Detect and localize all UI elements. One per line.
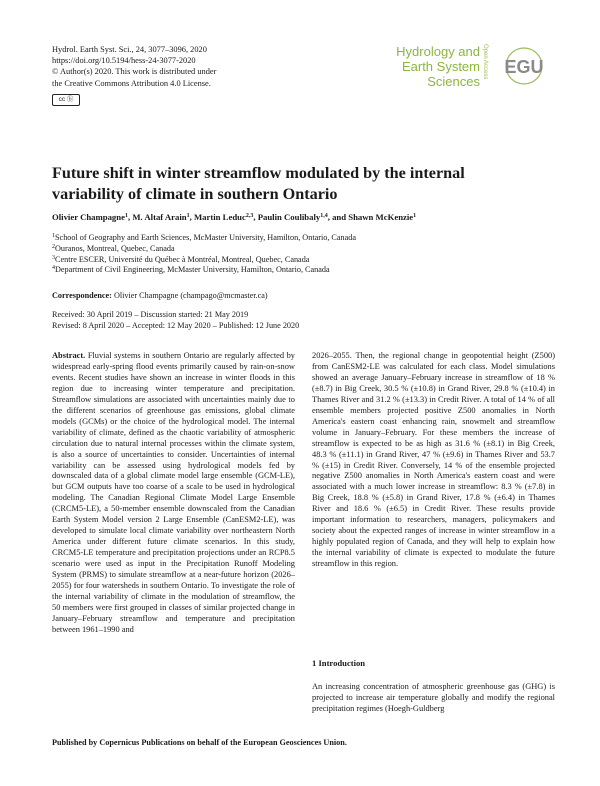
- journal-meta: [52, 44, 216, 89]
- introduction-text: An increasing concentration of atmospheric greenhouse gas (GHG) is projected to increase air temperature globally and modify the regional precipitation regimes (Hoegh-Guldberg: [312, 682, 555, 713]
- license: the Creative Commons Attribution 4.0 License.: [52, 78, 211, 88]
- abstract-right-column: 2026–2055. Then, the regional change in geopotential height (Z500) from CanESM2-LE was calculated for each class. Model simulations showed an average January–February increase in streamflow of 18 % (±8.7) in Big Creek, 30.5 % (±10.8) in Grand River, 29.8 % (±10.4) in Thames River and 31.2 % (±13.3) in Credit River. A total of 14 % of all ensemble members projected positive Z500 anomalies in North America's eastern coast enhancing rain, snowmelt and streamflow volume in January–February. For these members the increase of streamflow is expected to be as high as 31.6 % (±8.1) in Big Creek, 48.3 % (±11.1) in Grand River, 47 % (±9.6) in Thames River and 53.7 % (±15) in Credit River. Conversely, 14 % of the ensemble projected negative Z500 anomalies in North America's eastern coast and were associated with a much lower increase in streamflow: 8.3 % (±7.8) in Big Creek, 18.8 % (±5.8) in Grand River, 17.8 % (±6.4) in Thames River and 18.6 % (±6.5) in Credit River. These results provide important information to researchers, managers, policymakers and society about the expected ranges of increase in winter streamflow in a highly populated region of Canada, and they will help to explain how the internal variability of climate is expected to modulate the future streamflow in this region.: [312, 351, 555, 569]
- author-affiliation-marker: 1,4: [320, 213, 328, 219]
- egu-logo-text: EGU: [504, 57, 544, 77]
- journal-brand: [396, 44, 480, 89]
- affiliation-text: Department of Civil Engineering, McMaster University, Hamilton, Ontario, Canada: [55, 265, 330, 275]
- brand-line-3: Sciences: [427, 74, 480, 89]
- publisher-footer: Published by Copernicus Publications on behalf of the European Geosciences Union.: [52, 738, 347, 747]
- author-affiliation-marker: 1: [413, 213, 417, 219]
- correspondence-label: Correspondence:: [52, 291, 112, 300]
- author-name: M. Altaf Arain: [132, 212, 187, 222]
- dates-received: Received: 30 April 2019 – Discussion started: 21 May 2019: [52, 310, 249, 319]
- author-name: Paulin Coulibaly: [257, 212, 321, 222]
- dates-published: Revised: 8 April 2020 – Accepted: 12 May 2020 – Published: 12 June 2020: [52, 321, 300, 330]
- abstract-label: Abstract.: [52, 351, 86, 360]
- author-affiliation-marker: 2,3: [245, 213, 254, 219]
- affiliations: [52, 233, 572, 276]
- correspondence: [52, 290, 572, 301]
- affiliation-number: 1: [52, 233, 55, 239]
- brand-line-1: Hydrology and: [396, 44, 480, 59]
- affiliation-text: Ouranos, Montreal, Quebec, Canada: [55, 243, 175, 253]
- affiliation: [52, 265, 572, 276]
- abstract-left-column: [52, 351, 295, 636]
- affiliation-number: 3: [52, 254, 55, 261]
- egu-logo: [488, 46, 560, 88]
- affiliation-text: Centre ESCER, Université du Québec à Montréal, Montreal, Quebec, Canada: [55, 254, 310, 264]
- affiliation-number: 4: [52, 265, 55, 272]
- copyright: © Author(s) 2020. This work is distributed under: [52, 67, 217, 77]
- section-heading: 1 Introduction: [312, 658, 366, 668]
- correspondence-contact[interactable]: Olivier Champagne (champago@mcmaster.ca): [113, 291, 268, 300]
- affiliation-number: 2: [52, 243, 55, 250]
- brand-line-2: Earth System: [401, 59, 480, 74]
- abstract-text-left: Fluvial systems in southern Ontario are regularly affected by widespread early-spring flood events primarily caused by rain-on-snow events. Recent studies have shown an increase in winter floods in this region due to increasing winter temperature and precipitation. Streamflow simulations are associated with uncertainties mainly due to the different scenarios of greenhouse gas emissions, global climate models (GCMs) or the choice of the hydrological model. The internal variability of climate, defined as the chaotic variability of atmospheric circulation due to natural internal processes within the climate system, is also a source of uncertainties to consider. Uncertainties of internal variability can be assessed using hydrological models fed by downscaled data of a global climate model large ensemble (GCM-LE), but GCM outputs have too coarse of a scale to be used in hydrological modeling. The Canadian Regional Climate Model Large Ensemble (CRCM5-LE), a 50-member ensemble downscaled from the Canadian Earth System Model version 2 Large Ensemble (CanESM2-LE), was developed to simulate local climate variability over northeastern North America under different future climate scenarios. In this study, CRCM5-LE temperature and precipitation projections under an RCP8.5 scenario were used as input in the Precipitation Runoff Modeling System (PRMS) to simulate streamflow at a near-future horizon (2026–2055) for four watersheds in southern Ontario. To investigate the role of the internal variability of climate in the modulation of streamflow, the 50 members were first grouped in classes of similar projected change in January–February streamflow and temperature and precipitation between 1961–1990 and: [52, 351, 295, 634]
- paper-title: Future shift in winter streamflow modulated by the internal variability of climate in southern Ontario: [52, 164, 465, 203]
- cc-by-badge[interactable]: cc ⓑ: [52, 94, 80, 106]
- author-list: Olivier Champagne$^1$, M. Altaf Arain$^1$, Martin Leduc$^{2,3}$, Paulin Coulibaly$^{1,4}$, and Shawn McKenzie$^1$: [52, 212, 417, 222]
- affiliation: [52, 233, 572, 244]
- author-name: and Shawn McKenzie: [332, 212, 414, 222]
- author-affiliation-marker: 1: [124, 213, 128, 219]
- doi-link[interactable]: https://doi.org/10.5194/hess-24-3077-2020: [52, 56, 196, 66]
- affiliation-text: School of Geography and Earth Sciences, McMaster University, Hamilton, Ontario, Canada: [55, 233, 356, 242]
- affiliation: [52, 255, 572, 266]
- author-name: Martin Leduc: [193, 212, 246, 222]
- affiliation: [52, 244, 572, 255]
- publication-dates: [52, 309, 572, 331]
- author-name: Olivier Champagne: [52, 212, 125, 222]
- citation: Hydrol. Earth Syst. Sci., 24, 3077–3096, 2020: [52, 45, 207, 54]
- open-access-label: Open Access: [482, 44, 488, 80]
- author-affiliation-marker: 1: [186, 213, 190, 219]
